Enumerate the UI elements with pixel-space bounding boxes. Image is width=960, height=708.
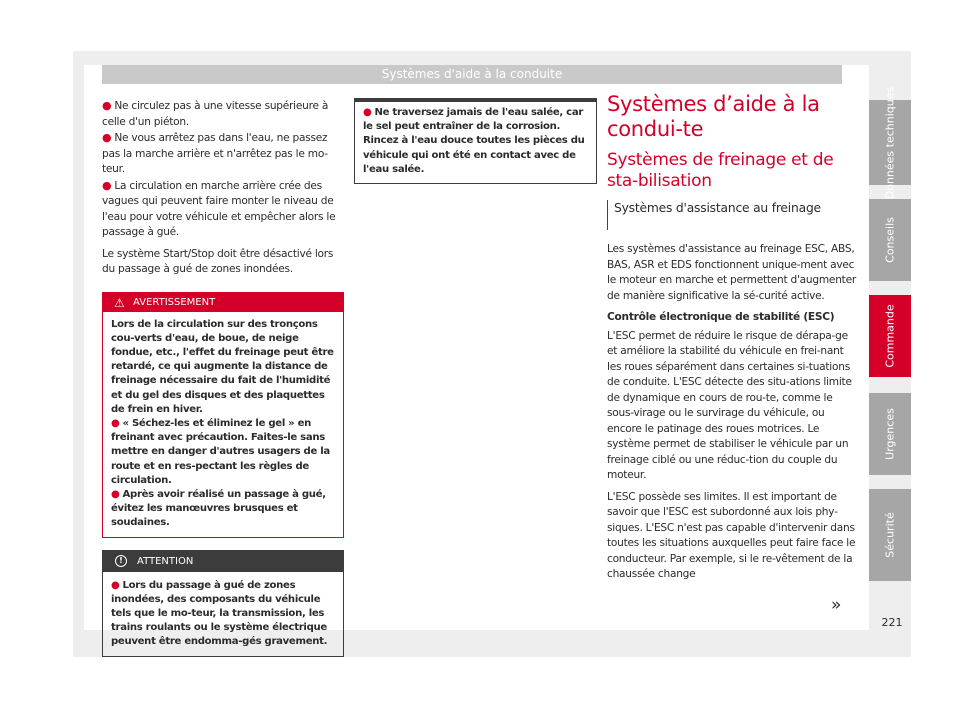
attention-header: [103, 551, 343, 572]
page-header: Systèmes d'aide à la conduite: [102, 65, 842, 84]
bullet-dot-icon: ●: [102, 131, 112, 144]
body-text: [607, 242, 857, 583]
column-middle: [354, 98, 597, 184]
list-item: [111, 488, 335, 531]
page-number: 221: [881, 616, 903, 629]
tab-commande[interactable]: [869, 295, 911, 377]
warning-box: [102, 292, 344, 538]
tab-urgences[interactable]: [869, 393, 911, 475]
list-item-text: Lors du passage à gué de zones inondées, des composants du véhicule tels que le mo-teur, la transmission, les trains roulants ou le système électrique peuvent être endomma-gés gravement.: [111, 579, 328, 648]
list-item-text: Ne vous arrêtez pas dans l'eau, ne passez pas la marche arrière et n'arrêtez pas le mo-teur.: [102, 132, 328, 175]
list-item: [111, 417, 335, 488]
paragraph: Les systèmes d'assistance au freinage ESC, ABS, BAS, ASR et EDS fonctionnent unique-ment avec le moteur en marche et permettent d'augmenter de manière significative la sé-curité active.: [607, 243, 856, 302]
bullet-dot-icon: ●: [111, 579, 120, 591]
column-left: [102, 98, 344, 657]
subsection-heading: Systèmes de freinage et de sta-bilisation: [607, 150, 834, 191]
list-item-text: Ne circulez pas à une vitesse supérieure à celle d'un piéton.: [102, 100, 329, 128]
list-item: [102, 178, 344, 241]
topic-heading-wrap: [607, 200, 857, 230]
warning-body: [103, 312, 343, 537]
column-right: [607, 92, 857, 589]
bullet-dot-icon: ●: [102, 178, 112, 192]
tab-label: Sécurité: [883, 512, 897, 558]
tab-label: Conseils: [883, 217, 897, 263]
topic-heading: Systèmes d'assistance au freinage: [614, 201, 821, 215]
exclamation-circle-icon: !: [115, 555, 127, 567]
continue-arrow-icon: »: [831, 595, 842, 615]
bullet-dot-icon: ●: [111, 417, 120, 429]
tab-donnees-techniques[interactable]: [869, 86, 911, 199]
attention-title: ATTENTION: [137, 555, 194, 567]
tab-label: Données techniques: [883, 86, 897, 199]
bullet-dot-icon: ●: [111, 488, 120, 500]
section-heading: Systèmes d’aide à la condui-te: [607, 92, 820, 141]
attention-box-continued: [354, 98, 597, 184]
paragraph-subheading: Contrôle électronique de stabilité (ESC): [607, 311, 835, 323]
list-item-text: La circulation en marche arrière crée des vagues qui peuvent faire monter le niveau de l'eau pour votre véhicule et empêcher alors le passage à gué.: [102, 179, 336, 238]
attention-body: [103, 572, 343, 656]
list-item: [363, 106, 588, 177]
warning-header: [103, 293, 343, 312]
page-frame: [73, 51, 911, 657]
list-item: [102, 98, 344, 130]
attention-body: [355, 102, 596, 183]
tab-conseils[interactable]: [869, 199, 911, 281]
manual-page: [84, 65, 869, 648]
list-item: [102, 130, 344, 178]
list-item-text: Après avoir réalisé un passage à gué, évitez les manœuvres brusques et soudaines.: [111, 488, 326, 529]
warning-triangle-icon: ⚠: [114, 295, 125, 310]
bullet-dot-icon: ●: [363, 107, 372, 118]
bullet-dot-icon: ●: [102, 99, 112, 112]
warning-title: AVERTISSEMENT: [133, 296, 216, 308]
warning-intro: Lors de la circulation sur des tronçons cou-verts d'eau, de boue, de neige fondue, etc., l'effet du freinage peut être retardé, ce qui augmente la distance de freinage nécessaire du fait de l'humidité et du gel des disques et des plaquettes de frein en hiver.: [111, 318, 334, 415]
paragraph: L'ESC possède ses limites. Il est important de savoir que l'ESC est subordonné aux lois phy-siques. L'ESC n'est pas capable d'intervenir dans toutes les situations auxquelles peut faire face le conducteur. Par exemple, si le re-vêtement de la chaussée change: [607, 490, 856, 580]
tab-label: Urgences: [883, 408, 897, 460]
attention-box: [102, 550, 344, 657]
tab-label: Commande: [883, 304, 897, 368]
list-item-text: « Séchez-les et éliminez le gel » en freinant avec précaution. Faites-le sans mettre en danger d'autres usagers de la route et en res-pectant les règles de circulation.: [111, 417, 330, 486]
tab-securite[interactable]: [869, 489, 911, 581]
list-item: [111, 579, 335, 650]
list-item-text: Ne traversez jamais de l'eau salée, car le sel peut entraîner de la corrosion. Rincez à l'eau douce toutes les pièces du véhicule qui ont été en contact avec de l'eau salée.: [363, 107, 585, 175]
paragraph: L'ESC permet de réduire le risque de dérapa-ge et améliore la stabilité du véhicule en frei-nant les roues séparément dans certaines si-tuations de conduite. L'ESC détecte des situ-ations limite de dynamique en cours de rou-te, comme le sous-virage ou le survirage du véhicule, ou encore le patinage des roues motrices. Le système permet de stabiliser le véhicule par un freinage ciblé ou une réduc-tion du couple du moteur.: [607, 329, 852, 481]
paragraph: Le système Start/Stop doit être désactivé lors du passage à gué de zones inondées.: [102, 247, 334, 275]
